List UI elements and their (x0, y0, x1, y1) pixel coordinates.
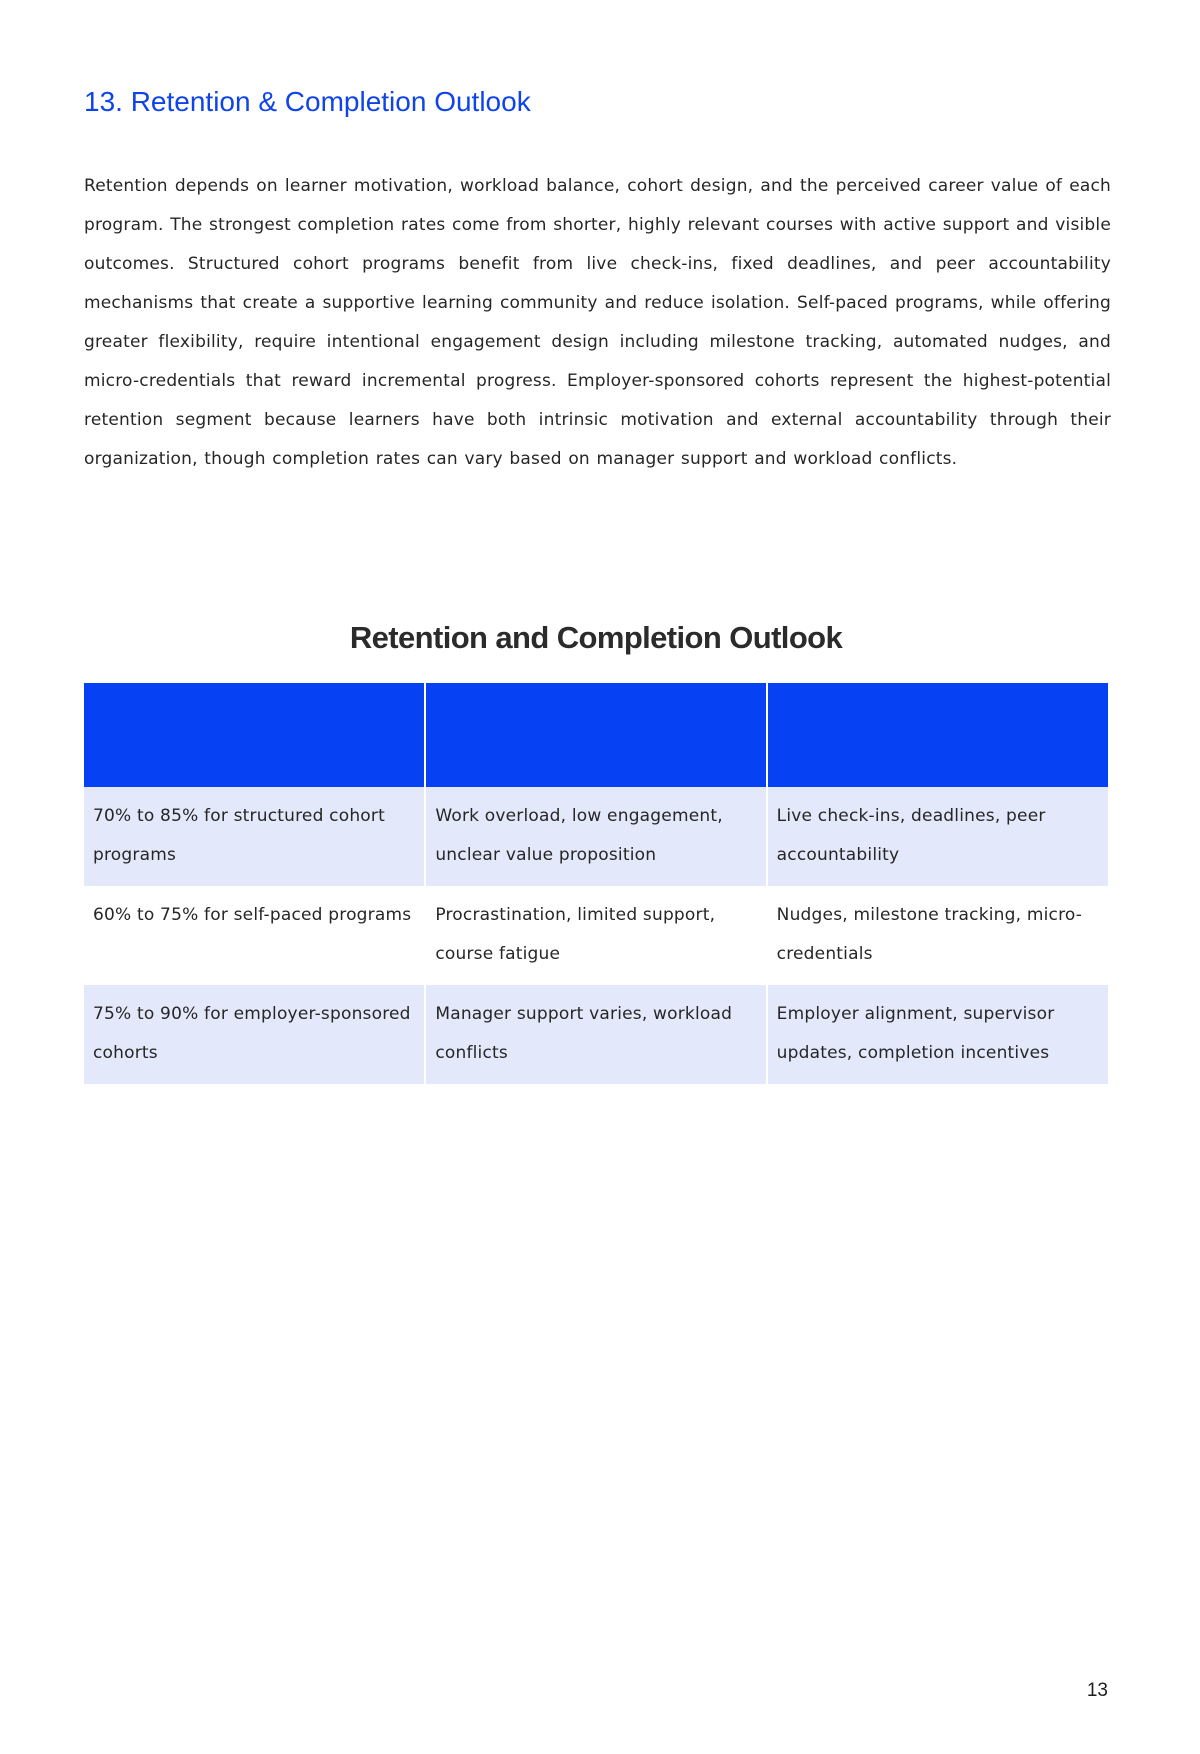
page-number: 13 (1086, 1680, 1108, 1701)
table-cell: Manager support varies, workload conflicts (425, 985, 766, 1084)
table-cell: 75% to 90% for employer-sponsored cohorts (84, 985, 425, 1084)
table-cell: Employer alignment, supervisor updates, completion incentives (767, 985, 1108, 1084)
table-cell: 60% to 75% for self-paced programs (84, 886, 425, 985)
table-header-cell (425, 683, 766, 787)
table-cell: Live check-ins, deadlines, peer accountability (767, 787, 1108, 886)
table-title: Retention and Completion Outlook (349, 620, 843, 655)
table-header-row (84, 683, 1108, 787)
table-row (84, 787, 1108, 886)
body-paragraph: Retention depends on learner motivation, workload balance, cohort design, and the perceived career value of each program. The strongest completion rates come from shorter, highly relevant courses with active support and visible outcomes. Structured cohort programs benefit from live check-ins, fixed deadlines, and peer accountability mechanisms that create a supportive learning community and reduce isolation. Self-paced programs, while offering greater flexibility, require intentional engagement design including milestone tracking, automated nudges, and micro-credentials that reward incremental progress. Employer-sponsored cohorts represent the highest-potential retention segment because learners have both intrinsic motivation and external accountability through their organization, though completion rates can vary based on manager support and workload conflicts. (84, 176, 1111, 469)
table-cell: Work overload, low engagement, unclear value proposition (425, 787, 766, 886)
table-header-cell (84, 683, 425, 787)
section-heading: 13. Retention & Completion Outlook (84, 86, 531, 117)
retention-outlook-table (84, 683, 1108, 1084)
table-row (84, 985, 1108, 1084)
table-cell: 70% to 85% for structured cohort programs (84, 787, 425, 886)
table-row (84, 886, 1108, 985)
table-header-cell (767, 683, 1108, 787)
table-cell: Nudges, milestone tracking, micro-credentials (767, 886, 1108, 985)
table-cell: Procrastination, limited support, course fatigue (425, 886, 766, 985)
